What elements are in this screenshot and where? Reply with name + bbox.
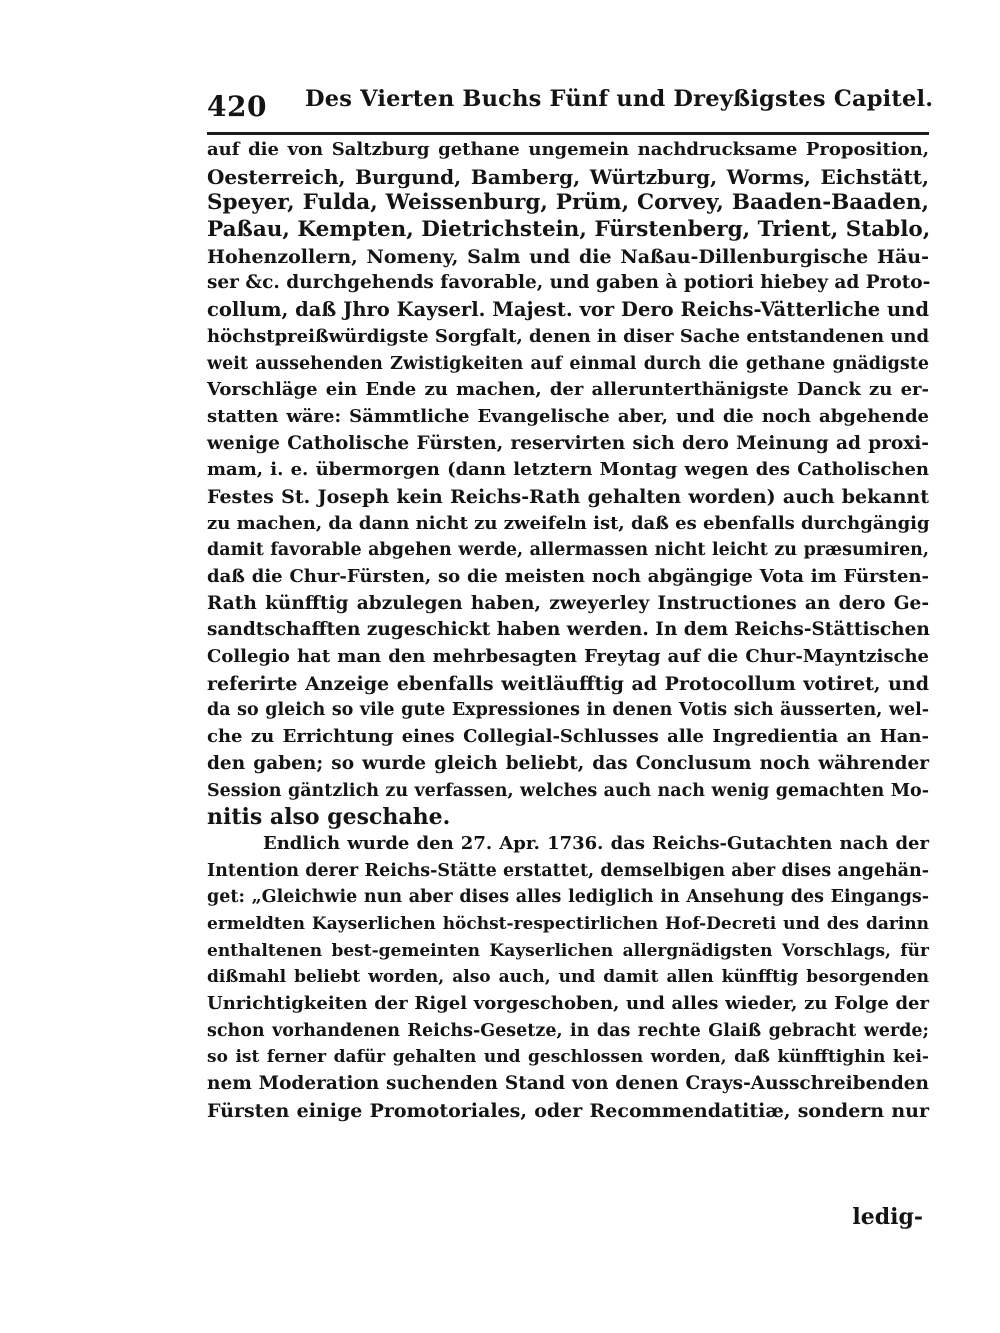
text-line: den gaben; so wurde gleich beliebt, das Conclusum noch währender <box>207 752 929 774</box>
text-line: enthaltenen best-gemeinten Kayserlichen allergnädigsten Vorschlags, für <box>207 940 929 961</box>
text-line: Festes St. Joseph kein Reichs-Rath gehalten worden) auch bekannt <box>207 485 929 508</box>
page-header <box>207 84 934 124</box>
text-line: Intention derer Reichs-Stätte erstattet, demselbigen aber dises angehän- <box>207 860 929 881</box>
text-line: referirte Anzeige ebenfalls weitläufftig ad Protocollum votiret, und <box>207 672 929 695</box>
text-line: sandtschafften zugeschickt haben werden. In dem Reichs-Stättischen <box>207 619 930 641</box>
paragraph-end-line: nitis also geschahe. <box>207 804 451 831</box>
header-rule <box>207 132 929 135</box>
text-line: daß die Chur-Fürsten, so die meisten noch abgängige Vota im Fürsten- <box>207 566 929 587</box>
body-text <box>207 137 929 1124</box>
text-line: get: „Gleichwie nun aber dises alles lediglich in Ansehung des Eingangs- <box>207 887 929 908</box>
text-line: so ist ferner dafür gehalten und geschlossen worden, daß künfftighin kei- <box>207 1047 929 1068</box>
page-number: 420 <box>207 90 267 123</box>
text-line: collum, daß Jhro Kayserl. Majest. vor Dero Reichs-Vätterliche und <box>207 298 929 322</box>
text-line: Vorschläge ein Ende zu machen, der allerunterthänigste Danck zu er- <box>207 379 929 401</box>
catchword: ledig- <box>852 1204 923 1230</box>
text-line: Unrichtigkeiten der Rigel vorgeschoben, und alles wieder, zu Folge der <box>207 993 929 1014</box>
text-line: Hohenzollern, Nomeny, Salm und die Naßau-Dillenburgische Häu- <box>207 245 929 268</box>
text-line: damit favorable abgehen werde, allermassen nicht leicht zu præsumiren, <box>207 540 929 561</box>
text-line: da so gleich so vile gute Expressiones in denen Votis sich äusserten, wel- <box>207 700 929 721</box>
text-line: weit aussehenden Zwistigkeiten auf einmal durch die gethane gnädigste <box>207 353 929 374</box>
text-line: Speyer, Fulda, Weissenburg, Prüm, Corvey, Baaden-Baaden, <box>207 190 929 216</box>
text-line: che zu Errichtung eines Collegial-Schlusses alle Ingredientia an Han- <box>207 726 929 748</box>
text-line: schon vorhandenen Reichs-Gesetze, in das rechte Glaiß gebracht werde; <box>207 1020 929 1041</box>
text-line: mam, i. e. übermorgen (dann letztern Montag wegen des Catholischen <box>207 459 929 481</box>
text-line: Oesterreich, Burgund, Bamberg, Würtzburg, Worms, Eichstätt, <box>207 164 929 189</box>
text-line: Paßau, Kempten, Dietrichstein, Fürstenberg, Trient, Stablo, <box>207 217 931 243</box>
catchword-line <box>207 1204 929 1234</box>
text-line: zu machen, da dann nicht zu zweifeln ist, daß es ebenfalls durchgängig <box>207 512 930 534</box>
text-line: ser &c. durchgehends favorable, und gaben à potiori hiebey ad Proto- <box>207 272 931 294</box>
text-line: Session gäntzlich zu verfassen, welches auch nach wenig gemachten Mo- <box>207 780 929 801</box>
paragraph-start-line: Endlich wurde den 27. Apr. 1736. das Reichs-Gutachten nach der <box>263 832 929 854</box>
text-line: statten wäre: Sämmtliche Evangelische aber, und die noch abgehende <box>207 405 929 427</box>
text-line: wenige Catholische Fürsten, reservirten sich dero Meinung ad proxi- <box>207 432 929 454</box>
text-line: Fürsten einige Promotoriales, oder Recommendatitiæ, sondern nur <box>207 1099 929 1122</box>
text-line: ermeldten Kayserlichen höchst-respectirlichen Hof-Decreti und des darinn <box>207 913 929 934</box>
running-head: Des Vierten Buchs Fünf und Dreyßigstes Capitel. <box>305 86 934 112</box>
text-line: Rath künfftig abzulegen haben, zweyerley Instructiones an dero Ge- <box>207 592 929 614</box>
text-line: Collegio hat man den mehrbesagten Freytag auf die Chur-Mayntzische <box>207 646 929 668</box>
text-line: nem Moderation suchenden Stand von denen Crays-Ausschreibenden <box>207 1073 929 1095</box>
text-line: dißmahl beliebt worden, also auch, und damit allen künfftig besorgenden <box>207 967 929 988</box>
text-line: auf die von Saltzburg gethane ungemein nachdrucksame Proposition, <box>207 139 929 160</box>
text-line: höchstpreißwürdigste Sorgfalt, denen in diser Sache entstandenen und <box>207 325 930 347</box>
